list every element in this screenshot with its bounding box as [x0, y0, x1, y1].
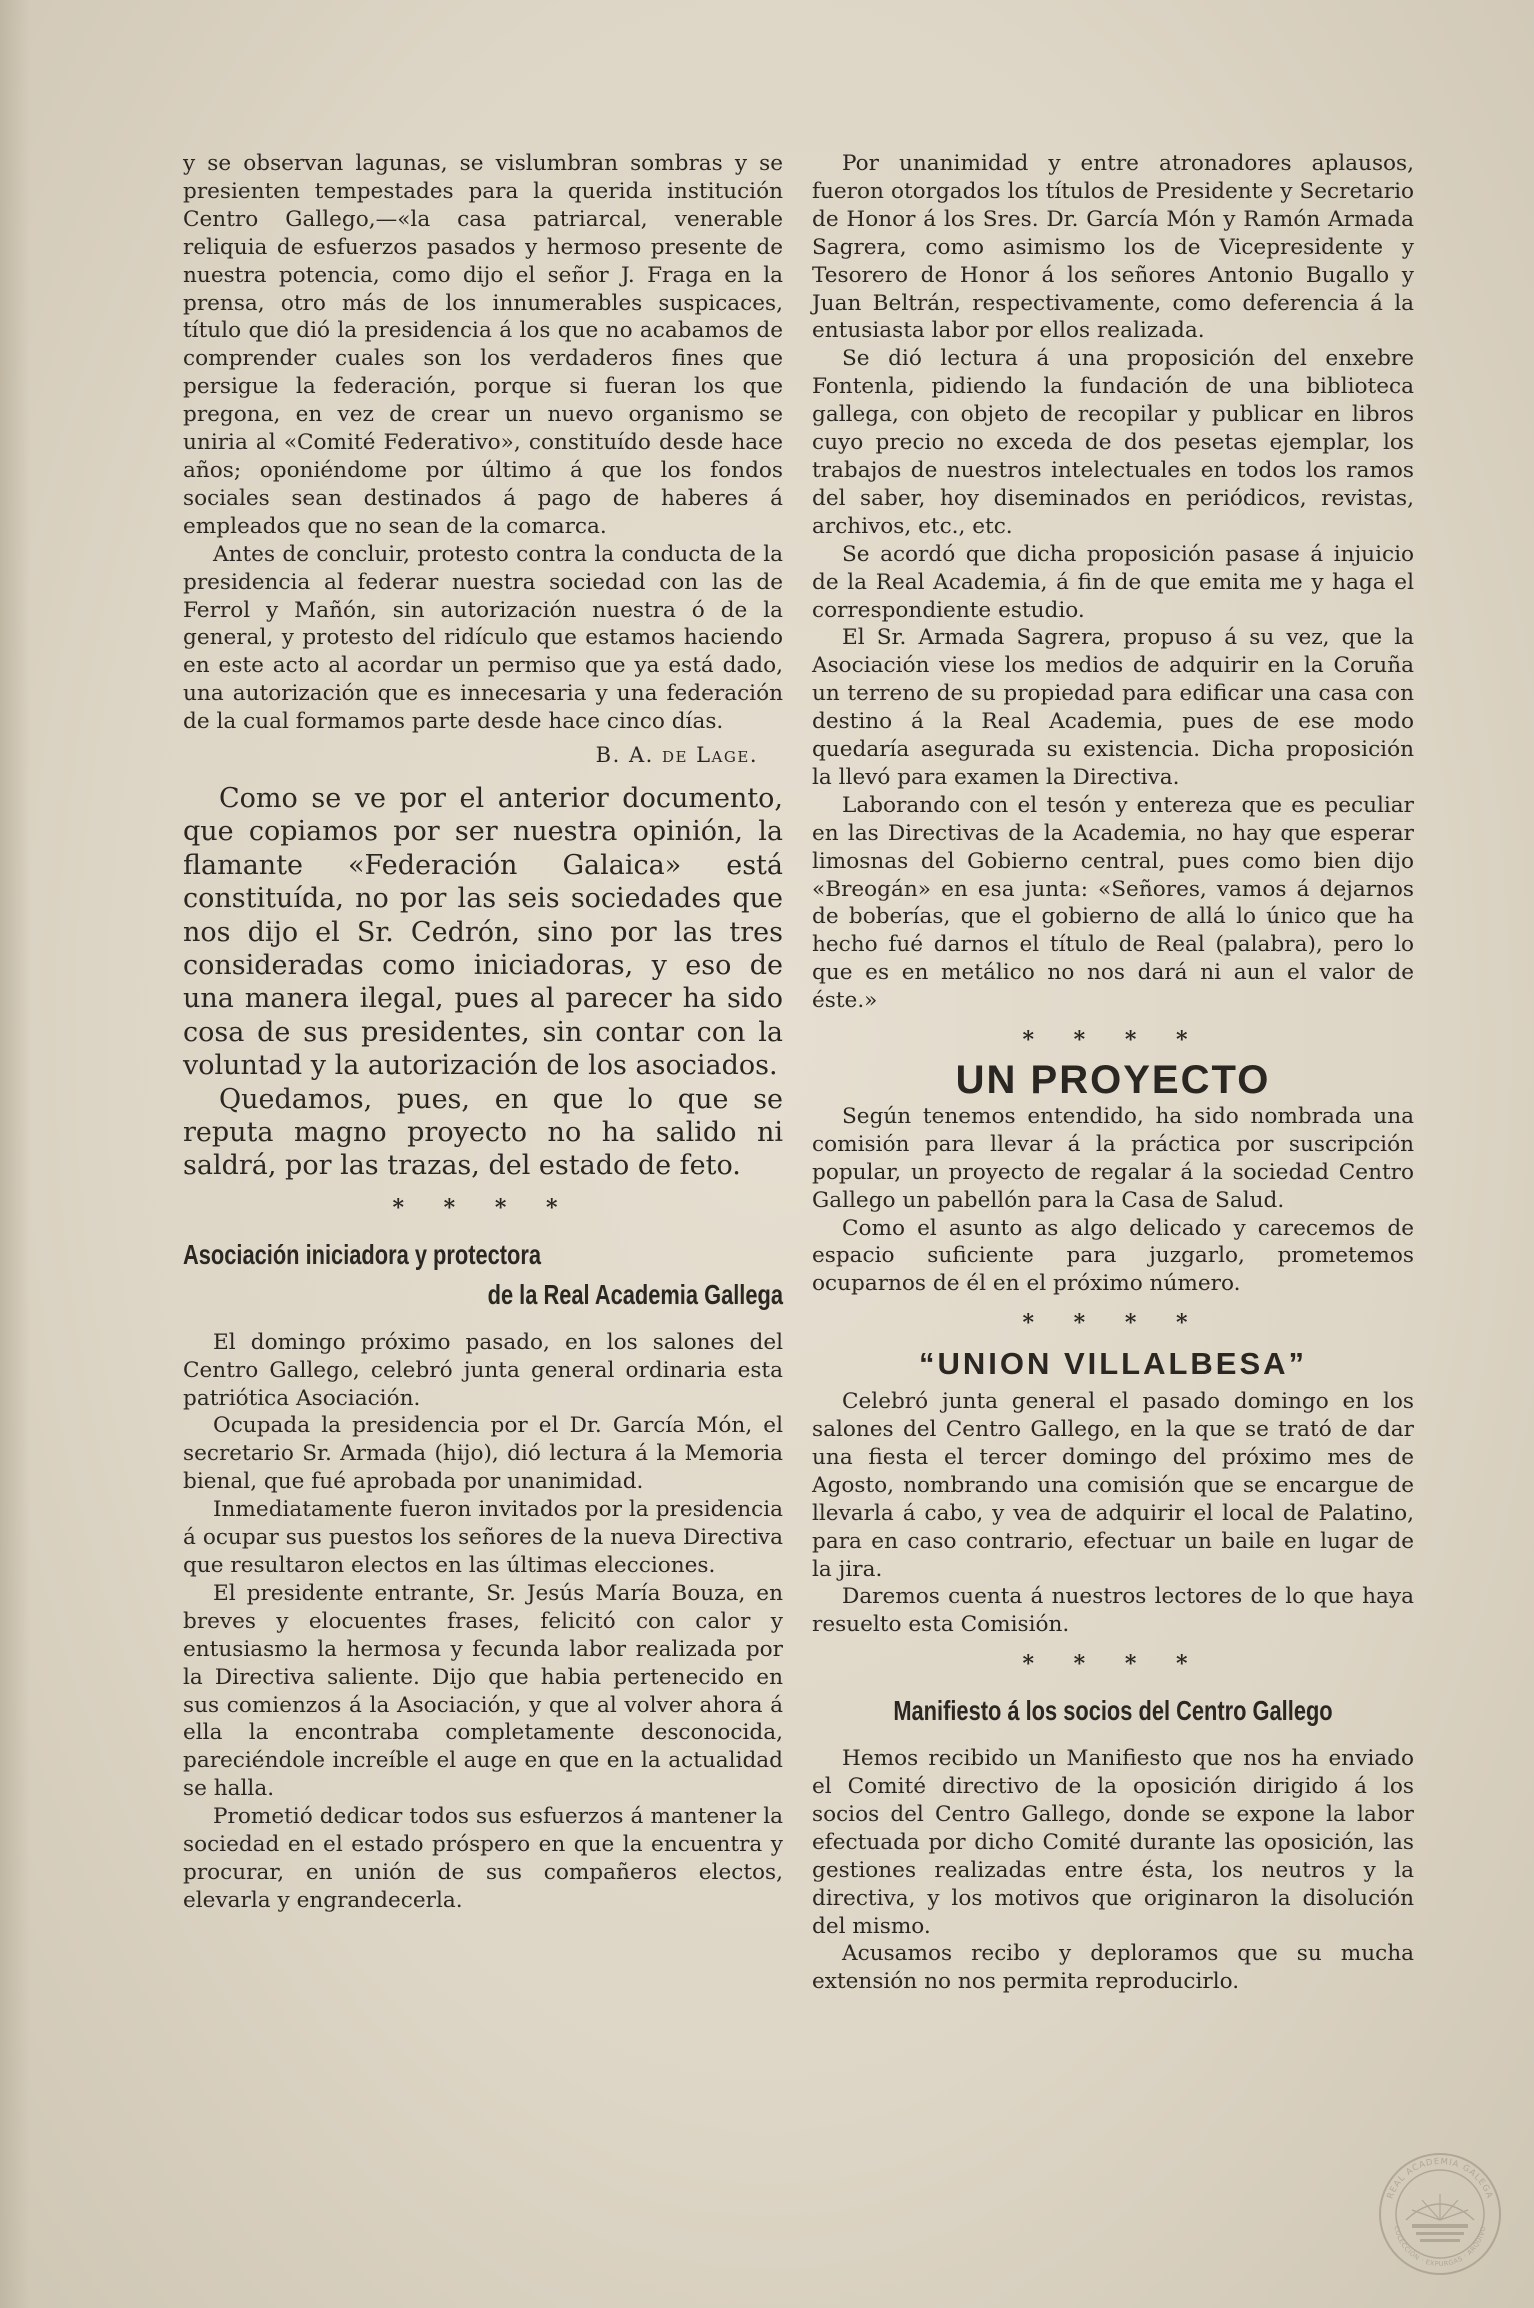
editorial-comment: [183, 782, 783, 1183]
article-paragraph: Daremos cuenta á nuestros lectores de lo que haya resuelto esta Comisión.: [812, 1584, 1414, 1638]
article-paragraph: y se observan lagunas, se vislumbran sombras y se presienten tempestades para la querida institución Centro Gallego,—«la casa patriarcal, venerable reliquia de esfuerzos pasados y hermoso presente de nuestra potencia, como dijo el señor J. Fraga en la prensa, otro más de los innumerables suspicaces, título que dió la presidencia á los que no acabamos de comprender cuales son los verdaderos fines que persigue la federación, porque si fueran los que pregona, en vez de crear un nuevo organismo se uniria al «Comité Federativo», constituído desde hace años; oponiéndome por último á que los fondos sociales sean destinados á pago de haberes á empleados que no sean de la comarca.: [183, 151, 783, 539]
section-heading-manifiesto: [812, 1691, 1414, 1731]
article-paragraph: El Sr. Armada Sagrera, propuso á su vez, que la Asociación viese los medios de adquirir en la Coruña un terreno de su propiedad para edificar una casa con destino á la Real Academia, pues de ese modo quedaría asegurada su existencia. Dicha proposición la llevó para examen la Directiva.: [812, 625, 1414, 790]
article-paragraph: Laborando con el tesón y entereza que es peculiar en las Directivas de la Academia, no hay que esperar limosnas del Gobierno central, pues como bien dijo «Breogán» en esa junta: «Señores, vamos á dejarnos de boberías, que el gobierno de allá lo único que ha hecho fué darnos el título de Real (palabra), pero lo que es en metálico no nos dará ni aun el valor de éste.»: [812, 792, 1414, 1014]
article-paragraph: Según tenemos entendido, ha sido nombrada una comisión para llevar á la práctica por suscripción popular, un proyecto de regalar á la sociedad Centro Gallego un pabellón para la Casa de Salud.: [812, 1103, 1414, 1213]
svg-text:COLECCIÓN · EXPURGAS · ARQUIVO: COLECCIÓN · EXPURGAS · ARQUIVO: [1392, 2225, 1488, 2269]
section-heading-villalbesa: “UNION VILLALBESA”: [918, 1346, 1308, 1382]
article-paragraph: Por unanimidad y entre atronadores aplausos, fueron otorgados los títulos de Presidente y Secretario de Honor á los Sres. Dr. García Món y Ramón Armada Sagrera, como asimismo los de Vicepresidente y Tesorero de Honor á los señores Antonio Bugallo y Juan Beltrán, respectivamente, como deferencia á la entusiasta labor por ellos realizada.: [812, 151, 1414, 344]
article-paragraph: Se acordó que dicha proposición pasase á injuicio de la Real Academia, á fin de que emita me y haga el correspondiente estudio.: [812, 541, 1414, 623]
article-paragraph: Antes de concluir, protesto contra la conducta de la presidencia al federar nuestra sociedad con las de Ferrol y Mañón, sin autorización nuestra ó de la general, y protesto del ridículo que estamos haciendo en este acto al acordar un permiso que ya está dado, una autorización que es innecesaria y una federación de la cual formamos parte desde hace cinco días.: [183, 541, 783, 735]
heading-line: Manifiesto á los socios del Centro Gallego: [893, 1695, 1333, 1727]
article-paragraph: Como se ve por el anterior documento, que copiamos por ser nuestra opinión, la flamante «Federación Galaica» está constituída, no por las seis sociedades que nos dijo el Sr. Cedrón, sino por las tres consideradas como iniciadoras, y eso de una manera ilegal, pues al parecer ha sido cosa de sus presidentes, sin contar con la voluntad y la autorización de los asociados.: [183, 782, 783, 1082]
article-paragraph: Quedamos, pues, en que lo que se reputa magno proyecto no ha salido ni saldrá, por las trazas, del estado de feto.: [183, 1083, 783, 1182]
article-paragraph: Se dió lectura á una proposición del enxebre Fontenla, pidiendo la fundación de una biblioteca gallega, con objeto de recopilar y publicar en libros cuyo precio no exceda de dos pesetas ejemplar, los trabajos de nuestros intelectuales en todos los ramos del saber, hoy diseminados en periódicos, revistas, archivos, etc., etc.: [812, 346, 1414, 539]
article-paragraph: El presidente entrante, Sr. Jesús María Bouza, en breves y elocuentes frases, felicitó con calor y entusiasmo la hermosa y fecunda labor realizada por la Directiva saliente. Dijo que habia pertenecido en sus comienzos á la Asociación, y que al volver ahora á ella la encontraba completamente desconocida, pareciéndole increíble el auge en que en la actualidad se halla.: [183, 1580, 783, 1802]
library-seal-icon: [1376, 2150, 1504, 2278]
section-heading-asociacion: [183, 1235, 783, 1315]
article-paragraph: Hemos recibido un Manifiesto que nos ha enviado el Comité directivo de la oposición dirigido á los socios del Centro Gallego, donde se expone la labor efectuada por dicho Comité durante las oposición, las gestiones realizadas entre ésta, los neutros y la directiva, y los motivos que originaron la disolución del mismo.: [812, 1746, 1414, 1939]
article-signature: B. A. de Lage.: [595, 743, 758, 768]
section-separator: * * * *: [1022, 1651, 1204, 1678]
article-paragraph: Como el asunto as algo delicado y carecemos de espacio suficiente para juzgarlo, prometemos ocuparnos de él en el próximo número.: [812, 1215, 1414, 1297]
article-paragraph: Prometió dedicar todos sus esfuerzos á mantener la sociedad en el estado próspero en que la encuentra y procurar, en unión de sus compañeros electos, elevarla y engrandecerla.: [183, 1804, 783, 1913]
article-paragraph: Celebró junta general el pasado domingo en los salones del Centro Gallego, en la que se trató de dar una fiesta el tercer domingo del próximo mes de Agosto, nombrando una comisión que se encargue de llevarla á cabo, y vea de adquirir el local de Palatino, para en caso contrario, efectuar un baile en lugar de la jira.: [812, 1389, 1414, 1582]
article-paragraph: Acusamos recibo y deploramos que su mucha extensión no nos permita reproducirlo.: [812, 1941, 1414, 1995]
svg-text:REAL ACADEMIA GALEGA: REAL ACADEMIA GALEGA: [1385, 2156, 1495, 2201]
section-heading-proyecto: UN PROYECTO: [955, 1058, 1271, 1102]
heading-line: de la Real Academia Gallega: [487, 1278, 783, 1310]
section-separator: * * * *: [392, 1194, 574, 1221]
article-paragraph: El domingo próximo pasado, en los salones del Centro Gallego, celebró junta general ordinaria esta patriótica Asociación.: [183, 1329, 783, 1411]
section-separator: * * * *: [1022, 1027, 1204, 1054]
article-paragraph: Inmediatamente fueron invitados por la presidencia á ocupar sus puestos los señores de la nueva Directiva que resultaron electos en las últimas elecciones.: [183, 1497, 783, 1578]
right-column: [812, 150, 1414, 1996]
page-edge-shadow: [0, 0, 30, 2308]
article-paragraph: Ocupada la presidencia por el Dr. García Món, el secretario Sr. Armada (hijo), dió lectura á la Memoria bienal, que fué aprobada por unanimidad.: [183, 1413, 783, 1495]
section-separator: * * * *: [1022, 1310, 1204, 1337]
left-column: [183, 150, 783, 1915]
heading-line: Asociación iniciadora y protectora: [183, 1238, 542, 1270]
